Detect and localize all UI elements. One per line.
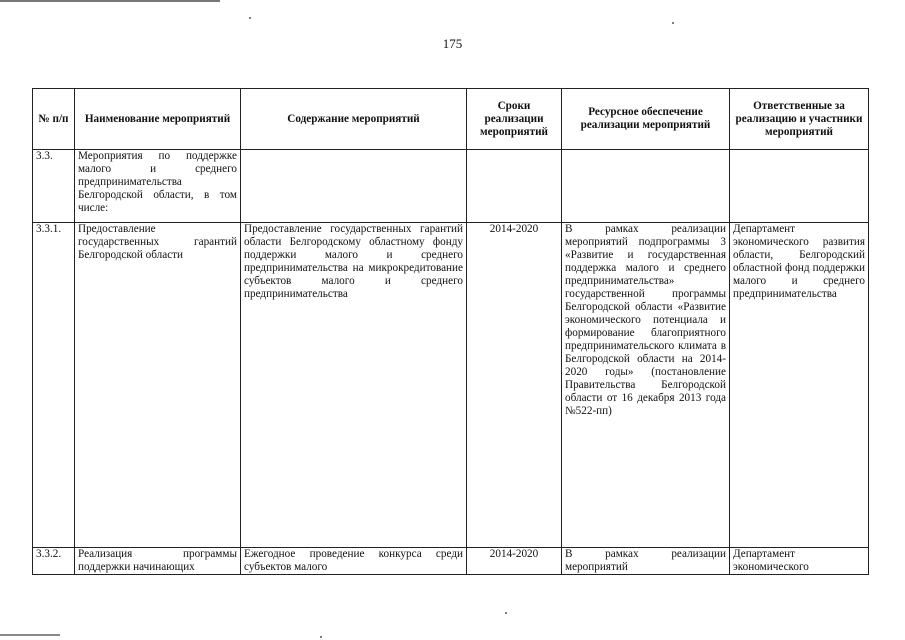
row-name: Реализация программы поддержки начинающих (75, 548, 241, 575)
row-name: Предоставление государственных гарантий Белгородской области (75, 223, 241, 548)
row-resources: В рамках реализации мероприятий подпрограммы 3 «Развитие и государственная поддержка малого и среднего предпринимательства» государственной программы Белгородской области «Развитие экономического потенциала и формирование благоприятного предпринимательского климата в Белгородской области на 2014-2020 годы» (постановление Правительства Белгородской области от 16 декабря 2013 года №522-пп) (562, 223, 730, 548)
header-content: Содержание мероприятий (241, 89, 467, 150)
row-content (241, 150, 467, 223)
row-responsible: Департамент экономического (730, 548, 869, 575)
row-number: 3.3.1. (33, 223, 75, 548)
row-content: Ежегодное проведение конкурса среди субъектов малого (241, 548, 467, 575)
header-responsible: Ответственные за реализацию и участники мероприятий (730, 89, 869, 150)
scan-artifact-line (0, 0, 220, 2)
row-number: 3.3. (33, 150, 75, 223)
table-header-row (33, 89, 869, 150)
row-period: 2014-2020 (467, 223, 562, 548)
measures-table (32, 88, 869, 575)
scan-speck (249, 17, 251, 19)
row-responsible (730, 150, 869, 223)
scan-speck (320, 636, 322, 638)
row-period: 2014-2020 (467, 548, 562, 575)
row-responsible: Департамент экономического развития области, Белгородский областной фонд поддержки малого и среднего предпринимательства (730, 223, 869, 548)
header-resources: Ресурсное обеспечение реализации мероприятий (562, 89, 730, 150)
scan-speck (505, 612, 507, 614)
header-number: № п/п (33, 89, 75, 150)
header-name: Наименование мероприятий (75, 89, 241, 150)
table-row (33, 223, 869, 548)
row-resources (562, 150, 730, 223)
row-number: 3.3.2. (33, 548, 75, 575)
page-number: 175 (442, 36, 463, 51)
scan-speck (672, 22, 674, 24)
row-name: Мероприятия по поддержке малого и среднего предпринимательства Белгородской области, в том числе: (75, 150, 241, 223)
row-period (467, 150, 562, 223)
row-resources: В рамках реализации мероприятий (562, 548, 730, 575)
scan-artifact-line (0, 634, 60, 636)
header-period: Сроки реализации мероприятий (467, 89, 562, 150)
row-content: Предоставление государственных гарантий области Белгородскому областному фонду поддержки малого и среднего предпринимательства на микрокредитование субъектов малого и среднего предпринимательства (241, 223, 467, 548)
table-row (33, 548, 869, 575)
table-row (33, 150, 869, 223)
